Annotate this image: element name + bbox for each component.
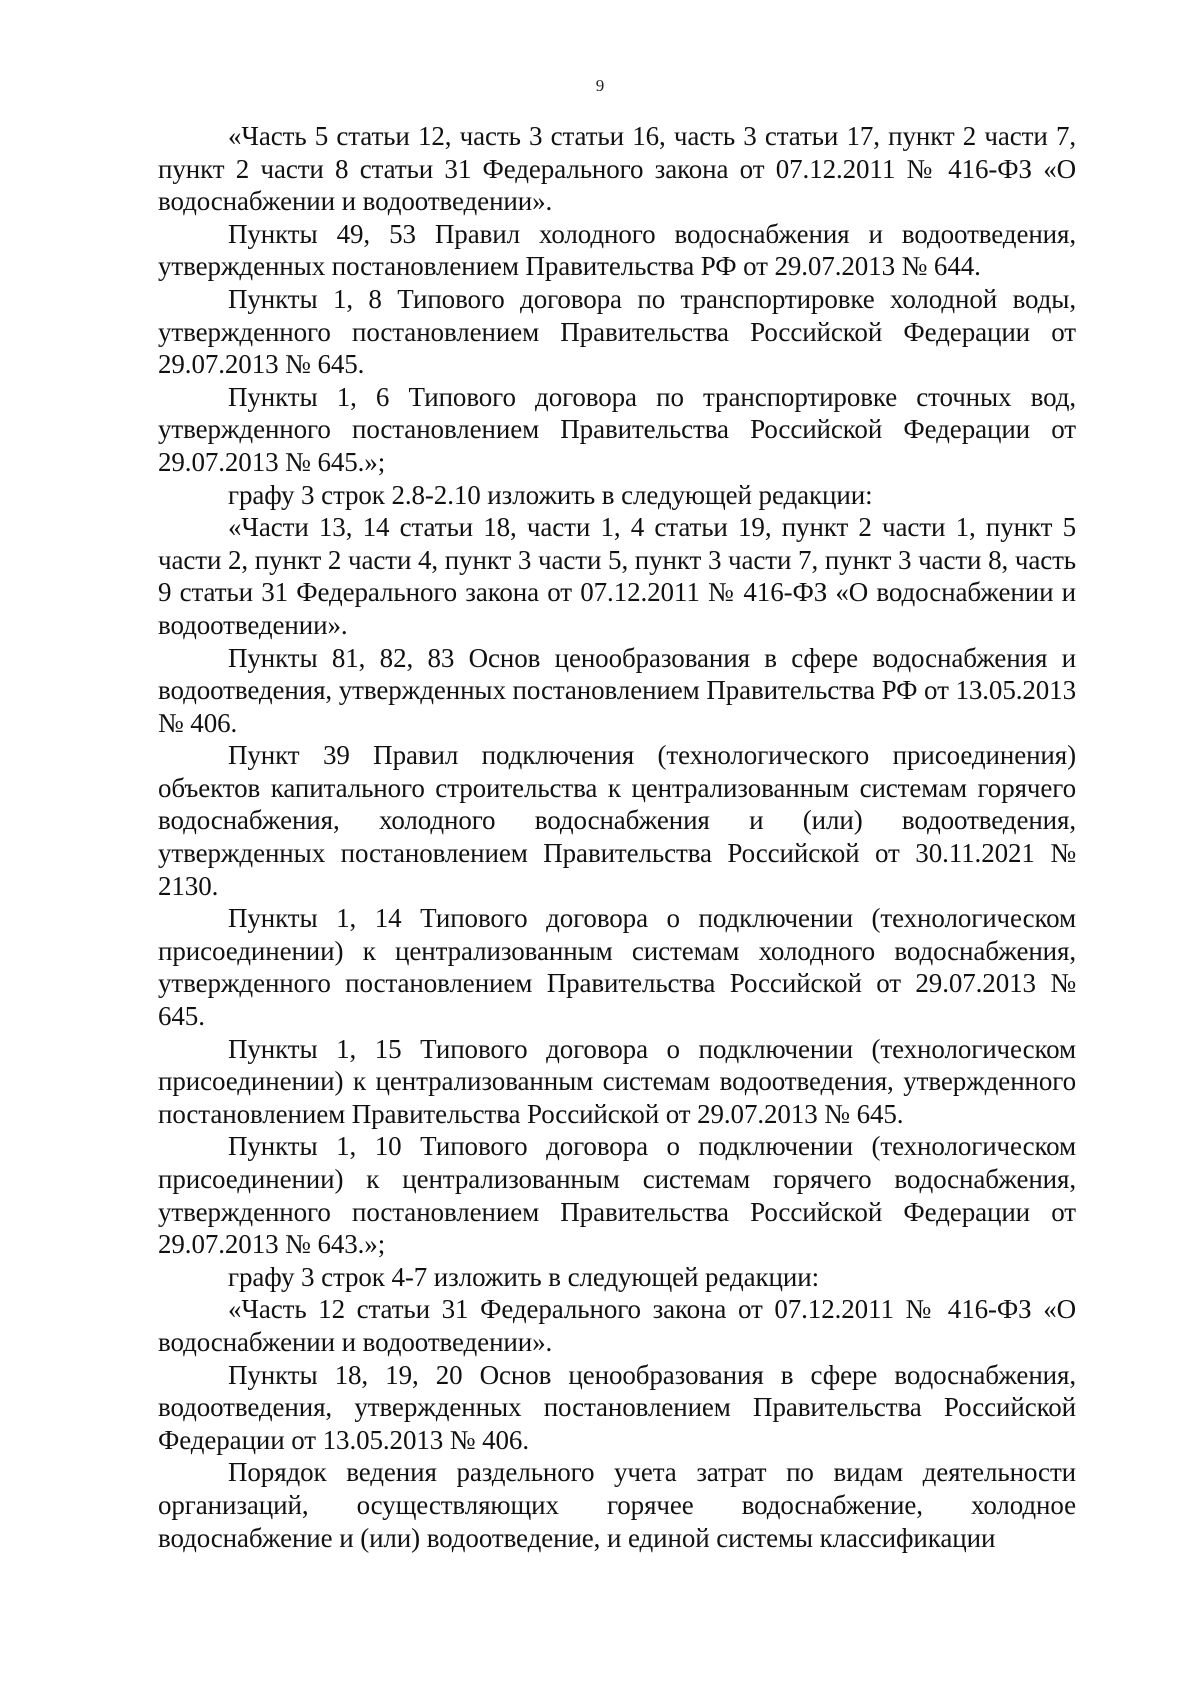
paragraph-cold-water-transport-contract: Пункты 1, 8 Типового договора по транспортировке холодной воды, утвержденного постановлением Правительства Российской Федерации от 29.07.2013 № 645. [158, 283, 1076, 380]
paragraph-connection-rules-39: Пункт 39 Правил подключения (технологического присоединения) объектов капитального строительства к централизованным системам горячего водоснабжения, холодного водоснабжения и (или) водоотведения, утвержденных постановлением Правительства Российской от 30.11.2021 № 2130. [158, 740, 1076, 901]
paragraph-federal-law-part-12: «Часть 12 статьи 31 Федерального закона от 07.12.2011 № 416-ФЗ «О водоснабжении и водоотведении». [158, 1294, 1076, 1357]
paragraph-instruction-rows-2-8-2-10: графу 3 строк 2.8-2.10 изложить в следующей редакции: [228, 479, 873, 510]
paragraph-cold-water-rules: Пункты 49, 53 Правил холодного водоснабжения и водоотведения, утвержденных постановлением Правительства РФ от 29.07.2013 № 644. [158, 218, 1076, 282]
paragraph-wastewater-transport-contract: Пункты 1, 6 Типового договора по транспортировке сточных вод, утвержденного постановлением Правительства Российской Федерации от 29.07.2013 № 645.»; [158, 381, 1076, 477]
paragraph-instruction-rows-4-7: графу 3 строк 4-7 изложить в следующей редакции: [228, 1261, 819, 1292]
paragraph-pricing-basics-81-83: Пункты 81, 82, 83 Основ ценообразования в сфере водоснабжения и водоотведения, утвержденных постановлением Правительства РФ от 13.05.2013 № 406. [158, 642, 1076, 738]
paragraph-connection-contract-cold-water: Пункты 1, 14 Типового договора о подключении (технологическом присоединении) к централизованным системам холодного водоснабжения, утвержденного постановлением Правительства Российской от 29.07.2013 № 645. [158, 903, 1076, 1032]
paragraph-federal-law-article-31: «Часть 5 статьи 12, часть 3 статьи 16, часть 3 статьи 17, пункт 2 части 7, пункт 2 части 8 статьи 31 Федерального закона от 07.12.2011 № 416-ФЗ «О водоснабжении и водоотведении». [158, 121, 1076, 217]
document-body [158, 120, 1076, 1554]
page-number: 9 [595, 76, 605, 95]
paragraph-connection-contract-hot-water: Пункты 1, 10 Типового договора о подключении (технологическом присоединении) к централизованным системам горячего водоснабжения, утвержденного постановлением Правительства Российской Федерации от 29.07.2013 № 643.»; [158, 1131, 1076, 1260]
paragraph-connection-contract-wastewater: Пункты 1, 15 Типового договора о подключении (технологическом присоединении) к централизованным системам водоотведения, утвержденного постановлением Правительства Российской от 29.07.2013 № 645. [158, 1033, 1076, 1129]
paragraph-pricing-basics-18-20: Пункты 18, 19, 20 Основ ценообразования в сфере водоснабжения, водоотведения, утвержденных постановлением Правительства Российской Федерации от 13.05.2013 № 406. [158, 1359, 1076, 1455]
paragraph-federal-law-articles-18-19-31: «Части 13, 14 статьи 18, части 1, 4 статьи 19, пункт 2 части 1, пункт 5 части 2, пункт 2 части 4, пункт 3 части 5, пункт 3 части 7, пункт 3 части 8, часть 9 статьи 31 Федерального закона от 07.12.2011 № 416-ФЗ «О водоснабжении и водоотведении». [158, 512, 1076, 640]
paragraph-separate-cost-accounting: Порядок ведения раздельного учета затрат по видам деятельности организаций, осуществляющих горячее водоснабжение, холодное водоснабжение и (или) водоотведение, и единой системы классификации [158, 1457, 1076, 1553]
